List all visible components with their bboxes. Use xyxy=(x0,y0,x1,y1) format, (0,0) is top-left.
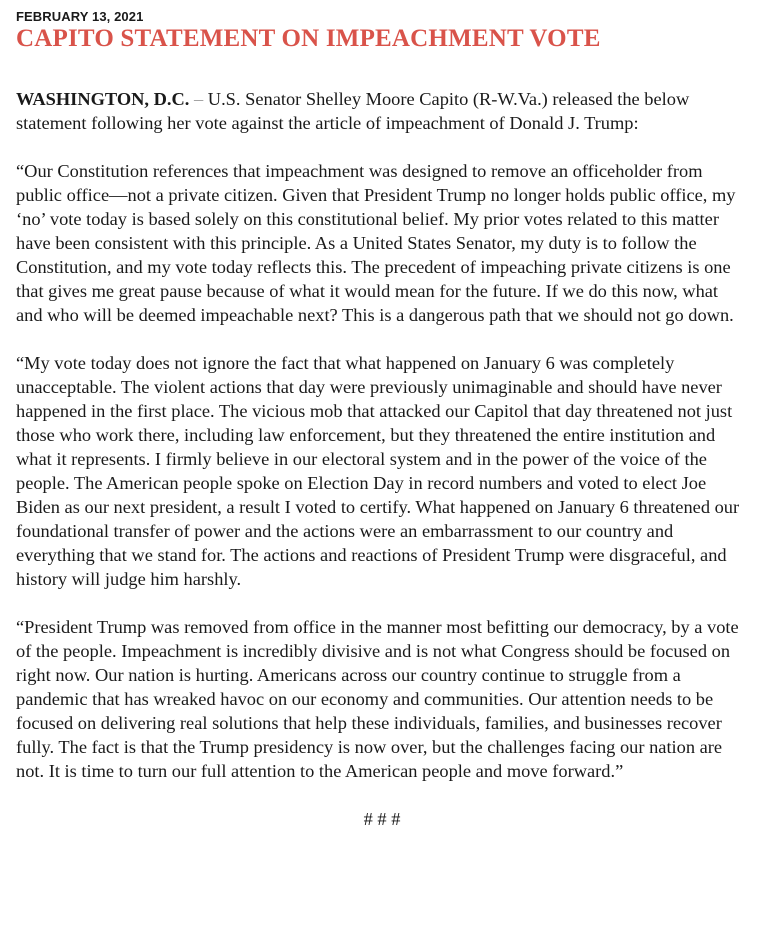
press-release xyxy=(16,9,748,831)
intro-paragraph xyxy=(16,87,748,135)
end-mark: # # # xyxy=(363,809,401,829)
statement-paragraph-1: “Our Constitution references that impeachment was designed to remove an officeholder from public office—not a private citizen. Given that President Trump no longer holds public office, my ‘no’ vote today is based solely on this constitutional belief. My prior votes related to this matter have been consistent with this principle. As a United States Senator, my duty is to follow the Constitution, and my vote today reflects this. The precedent of impeaching private citizens is one that gives me great pause because of what it would mean for the future. If we do this now, what and who will be deemed impeachable next? This is a dangerous path that we should not go down. xyxy=(16,161,736,325)
statement-paragraph-2: “My vote today does not ignore the fact that what happened on January 6 was completely unacceptable. The violent actions that day were previously unimaginable and should have never happened in the first place. The vicious mob that attacked our Capitol that day threatened not just those who work there, including law enforcement, but they threatened the entire institution and what it represents. I firmly believe in our electoral system and in the power of the voice of the people. The American people spoke on Election Day in record numbers and voted to elect Joe Biden as our next president, a result I voted to certify. What happened on January 6 threatened our foundational transfer of power and the actions were an embarrassment to our country and everything that we stand for. The actions and reactions of President Trump were disgraceful, and history will judge him harshly. xyxy=(16,353,740,589)
statement-paragraph-3: “President Trump was removed from office in the manner most befitting our democracy, by a vote of the people. Impeachment is incredibly divisive and is not what Congress should be focused on right now. Our nation is hurting. Americans across our country continue to struggle from a pandemic that has wreaked havoc on our economy and communities. Our attention needs to be focused on delivering real solutions that help these individuals, families, and businesses recover fully. The fact is that the Trump presidency is now over, but the challenges facing our nation are not. It is time to turn our full attention to the American people and move forward.” xyxy=(16,617,739,781)
page-title: CAPITO STATEMENT ON IMPEACHMENT VOTE xyxy=(16,25,601,52)
intro-text: U.S. Senator Shelley Moore Capito (R-W.Va.) released the below statement following her vote against the article of impeachment of Donald J. Trump: xyxy=(16,89,690,133)
dateline-dash: – xyxy=(194,89,204,109)
dateline: WASHINGTON, D.C. xyxy=(16,89,190,109)
release-date: FEBRUARY 13, 2021 xyxy=(16,9,144,24)
